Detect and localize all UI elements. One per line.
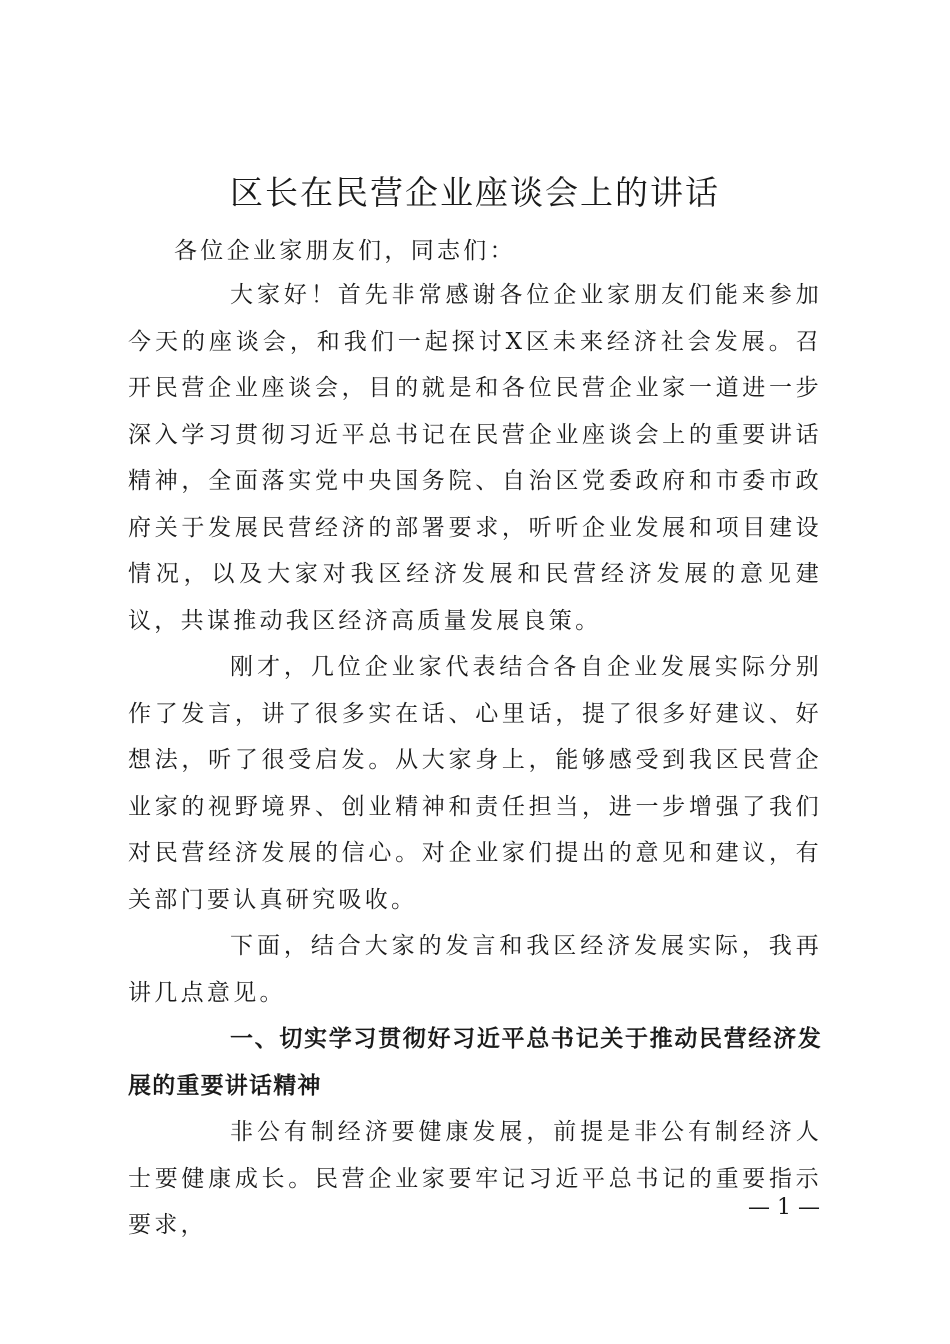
section-heading: 一、切实学习贯彻好习近平总书记关于推动民营经济发展的重要讲话精神: [128, 1026, 822, 1099]
paragraph-feedback: 刚才，几位企业家代表结合各自企业发展实际分别作了发言，讲了很多实在话、心里话，提了很多好建议、好想法，听了很受启发。从大家身上，能够感受到我区民营企业家的视野境界、创业精神和责任担当，进一步增强了我们对民营经济发展的信心。对企业家们提出的意见和建议，有关部门要认真研究吸收。: [128, 654, 822, 913]
paragraph-opening: 大家好！首先非常感谢各位企业家朋友们能来参加今天的座谈会，和我们一起探讨X区未来经济社会发展。召开民营企业座谈会，目的就是和各位民营企业家一道进一步深入学习贯彻习近平总书记在民营企业座谈会上的重要讲话精神，全面落实党中央国务院、自治区党委政府和市委市政府关于发展民营经济的部署要求，听听企业发展和项目建设情况，以及大家对我区经济发展和民营经济发展的意见建议，共谋推动我区经济高质量发展良策。: [128, 282, 822, 634]
section-paragraph: 非公有制经济要健康发展，前提是非公有制经济人士要健康成长。民营企业家要牢记习近平总书记的重要指示要求，: [128, 1119, 822, 1238]
salutation: 各位企业家朋友们，同志们：: [174, 238, 516, 264]
paragraph-transition: 下面，结合大家的发言和我区经济发展实际，我再讲几点意见。: [128, 933, 822, 1006]
document-title: 区长在民营企业座谈会上的讲话: [230, 173, 720, 212]
page-number: — 1 —: [748, 1195, 820, 1220]
